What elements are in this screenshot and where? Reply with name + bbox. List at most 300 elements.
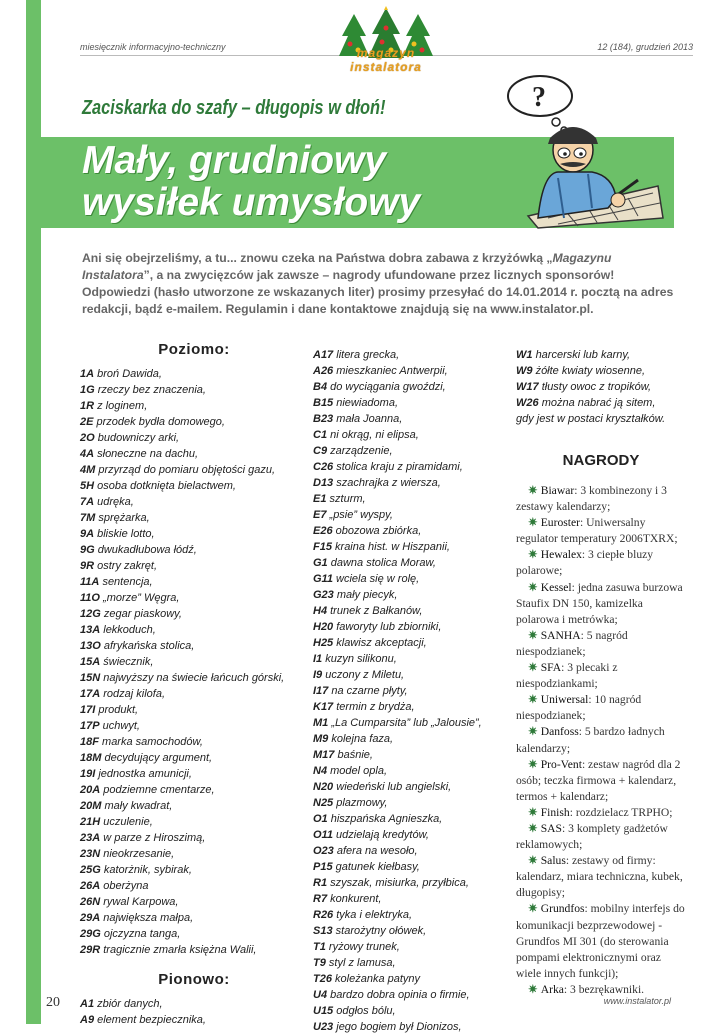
clue-text: świecznik, xyxy=(103,656,154,668)
clue-item xyxy=(313,683,508,699)
clue-code: G11 xyxy=(313,573,333,585)
prize-list xyxy=(516,483,686,998)
clue-item xyxy=(313,619,508,635)
clue-text: bardzo dobra opinia o firmie, xyxy=(330,989,470,1001)
footer-website-link[interactable]: www.instalator.pl xyxy=(603,996,671,1006)
clue-text: słoneczne na dachu, xyxy=(97,448,199,460)
clue-item xyxy=(313,459,508,475)
clue-code: I1 xyxy=(313,653,323,665)
clue-item xyxy=(516,379,686,395)
clue-item xyxy=(80,590,308,606)
clue-text: z loginem, xyxy=(97,400,148,412)
clue-item xyxy=(80,638,308,654)
clue-item xyxy=(80,542,308,558)
clue-item xyxy=(80,846,308,862)
clue-text: zegar piaskowy, xyxy=(103,608,182,620)
clue-item xyxy=(313,763,508,779)
clue-text: oberżyna xyxy=(103,880,149,892)
sponsor-name: Grundfos xyxy=(540,902,585,916)
prize-description: : 5 nagród niespodzianek; xyxy=(516,628,628,658)
clue-item xyxy=(80,526,308,542)
clue-text: udręka, xyxy=(97,496,134,508)
clue-item xyxy=(80,494,308,510)
clue-code: U15 xyxy=(313,1005,334,1017)
prize-description: : zestaw nagród dla 2 osób; teczka firmowa + kalendarz, termos + kalendarz; xyxy=(516,757,681,803)
prize-description: : zestawy od firmy: kalendarz, miara techniczna, kubek, długopisy; xyxy=(516,854,683,900)
star-bullet-icon: ✷ xyxy=(528,628,538,642)
clue-item xyxy=(313,1019,508,1035)
clue-item xyxy=(313,699,508,715)
clue-item xyxy=(313,587,508,603)
prize-description: : 3 kombinezony i 3 zestawy kalendarzy; xyxy=(516,484,667,514)
clue-item xyxy=(80,382,308,398)
clue-code: 15A xyxy=(80,656,101,668)
star-bullet-icon: ✷ xyxy=(528,725,538,739)
svg-text:?: ? xyxy=(532,82,546,113)
clue-code: O23 xyxy=(313,845,334,857)
clue-code: T26 xyxy=(313,973,332,985)
clue-text: kolejna faza, xyxy=(331,733,394,745)
clue-item xyxy=(313,507,508,523)
pionowo-clue-list-3 xyxy=(516,347,686,427)
clue-item xyxy=(80,510,308,526)
clue-code: U4 xyxy=(313,989,328,1001)
clue-item xyxy=(313,491,508,507)
prize-description: : mobilny interfejs do komunikacji bezprzewodowej - Grundfos MI 301 (do sterowania pompami elektronicznymi oraz wiele innych funkcji); xyxy=(516,902,685,980)
clue-text: do wyciągania gwoździ, xyxy=(330,381,446,393)
clue-item xyxy=(313,779,508,795)
clue-code: C26 xyxy=(313,461,334,473)
clue-item xyxy=(313,811,508,827)
clue-code: D13 xyxy=(313,477,334,489)
clue-text: osoba dotknięta bielactwem, xyxy=(97,480,236,492)
clue-text: lekkoduch, xyxy=(103,624,156,636)
clue-text: harcerski lub karny, xyxy=(535,349,631,361)
prize-item xyxy=(516,901,686,981)
clue-code: 29A xyxy=(80,912,101,924)
clue-text: starożytny ołówek, xyxy=(335,925,427,937)
clue-code: 21H xyxy=(80,816,101,828)
clue-code: B4 xyxy=(313,381,328,393)
clue-item xyxy=(313,891,508,907)
clue-code: E7 xyxy=(313,509,327,521)
sponsor-name: Pro-Vent xyxy=(540,757,582,771)
clue-item xyxy=(80,366,308,382)
clue-code: 11O xyxy=(80,592,100,604)
clue-text: trunek z Bałkanów, xyxy=(330,605,423,617)
clue-code: W1 xyxy=(516,349,533,361)
clue-item xyxy=(80,654,308,670)
prize-item xyxy=(516,757,686,805)
clue-code: R7 xyxy=(313,893,328,905)
prize-item xyxy=(516,805,686,821)
clue-text: afrykańska stolica, xyxy=(103,640,195,652)
sponsor-name: Biawar xyxy=(540,484,575,497)
clue-text: hiszpańska Agnieszka, xyxy=(330,813,443,825)
clue-item xyxy=(313,875,508,891)
clue-text: mały kwadrat, xyxy=(104,800,173,812)
clue-text: uczony z Miletu, xyxy=(325,669,405,681)
clue-text: niewiadoma, xyxy=(336,397,399,409)
clue-item xyxy=(313,523,508,539)
prize-description: : 10 nagród niespodzianek; xyxy=(516,693,642,723)
clue-item xyxy=(313,347,508,363)
clue-code: 12G xyxy=(80,608,101,620)
page-number: 20 xyxy=(46,995,60,1010)
clue-code: H20 xyxy=(313,621,334,633)
clue-text: mały piecyk, xyxy=(336,589,398,601)
clue-text: element bezpiecznika, xyxy=(97,1014,206,1026)
clue-item xyxy=(80,398,308,414)
clue-item xyxy=(80,942,308,958)
header-publication-type: miesięcznik informacyjno-techniczny xyxy=(80,42,226,52)
clue-text: ostry zakręt, xyxy=(97,560,158,572)
clue-text: konkurent, xyxy=(330,893,382,905)
clue-text: rodzaj kilofa, xyxy=(103,688,166,700)
star-bullet-icon: ✷ xyxy=(528,805,538,819)
clue-item xyxy=(313,827,508,843)
clue-text: rywal Karpowa, xyxy=(103,896,179,908)
clue-item xyxy=(313,603,508,619)
sponsor-name: Danfoss xyxy=(540,725,579,739)
prize-description: : Uniwersalny regulator temperatury 2006TXRX; xyxy=(516,516,678,546)
clue-code: A9 xyxy=(80,1014,95,1026)
clue-code: 19I xyxy=(80,768,96,780)
clue-text: najwyższy na świecie łańcuch górski, xyxy=(103,672,285,684)
clue-item xyxy=(313,651,508,667)
clue-code: 2O xyxy=(80,432,95,444)
clue-item xyxy=(313,427,508,443)
clue-text: obozowa zbiórka, xyxy=(335,525,422,537)
prize-description: : jedna zasuwa burzowa Staufix DN 150, kamizelka polarowa i metrówka; xyxy=(516,580,683,626)
clue-code: 9A xyxy=(80,528,95,540)
clue-item xyxy=(313,907,508,923)
pionowo-clue-list-2 xyxy=(313,347,508,1035)
clue-item xyxy=(80,750,308,766)
clue-item xyxy=(80,430,308,446)
clue-item xyxy=(313,475,508,491)
clue-text: kraina hist. w Hiszpanii, xyxy=(335,541,450,553)
clue-text: gatunek kiełbasy, xyxy=(335,861,420,873)
star-bullet-icon: ✷ xyxy=(528,580,538,594)
prize-item xyxy=(516,724,686,756)
prize-item xyxy=(516,580,686,628)
clue-text: szachrajka z wiersza, xyxy=(336,477,441,489)
clue-item xyxy=(313,555,508,571)
clue-code: 26N xyxy=(80,896,101,908)
clue-item xyxy=(80,798,308,814)
clue-code: F15 xyxy=(313,541,332,553)
clue-code: H25 xyxy=(313,637,334,649)
clue-code: S13 xyxy=(313,925,333,937)
clue-text: uchwyt, xyxy=(102,720,140,732)
clue-code: 11A xyxy=(80,576,100,588)
intro-part-2: ”, a na zwycięzców jak zawsze – nagrody ufundowane przez licznych sponsorów! Odpowiedzi (hasło utworzone ze wskazanych liter) prosimy przesyłać do 14.01.2014 r. pocztą na adres redakcji, bądź e-mailem. Regulamin i dane kontaktowe znajdują się na www.instalator.pl. xyxy=(82,268,674,316)
clue-code: A1 xyxy=(80,998,95,1010)
clue-item xyxy=(313,955,508,971)
clue-code: N25 xyxy=(313,797,334,809)
clue-text: koleżanka patyny xyxy=(335,973,421,985)
clue-item xyxy=(80,670,308,686)
sponsor-name: Kessel xyxy=(540,580,572,594)
intro-part-1: Ani się obejrzeliśmy, a tu... znowu czeka na Państwa dobra zabawa z krzyżówką „ xyxy=(82,251,553,265)
clue-item xyxy=(313,795,508,811)
clue-text: udzielają kredytów, xyxy=(336,829,429,841)
star-bullet-icon: ✷ xyxy=(528,516,538,530)
clue-text: szturm, xyxy=(329,493,366,505)
star-bullet-icon: ✷ xyxy=(528,757,538,771)
clue-text: żółte kwiaty wiosenne, xyxy=(535,365,646,377)
clue-code: 1A xyxy=(80,368,95,380)
poziomo-heading: Poziomo: xyxy=(158,341,230,358)
clue-text: klawisz akceptacji, xyxy=(336,637,427,649)
clue-text: stolica kraju z piramidami, xyxy=(336,461,463,473)
clue-text: przyrząd do pomiaru objętości gazu, xyxy=(98,464,276,476)
prize-description: : 3 bezrękawniki. xyxy=(563,982,645,996)
clue-code: W17 xyxy=(516,381,539,393)
clue-text: jednostka amunicji, xyxy=(98,768,192,780)
clue-text: wiedeński lub angielski, xyxy=(336,781,452,793)
clue-code: A17 xyxy=(313,349,334,361)
prize-description: : 3 komplety gadżetów reklamowych; xyxy=(516,821,668,852)
clue-text: nieokrzesanie, xyxy=(103,848,175,860)
clue-item xyxy=(313,363,508,379)
sponsor-name: SFA xyxy=(540,661,562,675)
clue-text: marka samochodów, xyxy=(102,736,203,748)
clue-text: litera grecka, xyxy=(336,349,400,361)
clue-code: 15N xyxy=(80,672,101,684)
prize-item xyxy=(516,547,686,579)
clue-text: rzeczy bez znaczenia, xyxy=(97,384,206,396)
clue-item xyxy=(80,1012,308,1028)
clue-text: szyszak, misiurka, przyłbica, xyxy=(330,877,469,889)
clue-text: decydujący argument, xyxy=(104,752,213,764)
clue-item xyxy=(313,411,508,427)
clue-text: dwukadłubowa łódź, xyxy=(97,544,197,556)
clue-code: 4A xyxy=(80,448,95,460)
intro-paragraph xyxy=(82,250,676,318)
clue-text: tłusty owoc z tropików, xyxy=(541,381,652,393)
clue-code: 20M xyxy=(80,800,102,812)
sponsor-name: Uniwersal xyxy=(540,693,589,707)
left-green-bar xyxy=(26,0,41,1024)
clue-item xyxy=(313,843,508,859)
clue-code: M17 xyxy=(313,749,335,761)
clue-text: odgłos bólu, xyxy=(336,1005,396,1017)
clue-text: można nabrać ją sitem, xyxy=(541,397,656,409)
clue-text: produkt, xyxy=(98,704,139,716)
clue-code: T9 xyxy=(313,957,326,969)
prizes-heading: NAGRODY xyxy=(562,452,640,469)
clue-text: katorżnik, sybirak, xyxy=(103,864,192,876)
clue-text: uczulenie, xyxy=(103,816,153,828)
clue-text: kuzyn silikonu, xyxy=(325,653,397,665)
clue-item xyxy=(80,606,308,622)
clue-item xyxy=(313,395,508,411)
clue-code: H4 xyxy=(313,605,328,617)
clue-text: gdy jest w postaci kryształków. xyxy=(516,413,666,425)
clue-code: K17 xyxy=(313,701,334,713)
clue-code: 17P xyxy=(80,720,100,732)
star-bullet-icon: ✷ xyxy=(528,982,538,996)
prize-description: : 3 ciepłe bluzy polarowe; xyxy=(516,548,654,578)
clue-item xyxy=(80,766,308,782)
clue-item xyxy=(313,715,508,731)
clue-text: broń Dawida, xyxy=(97,368,162,380)
clue-code: 5H xyxy=(80,480,95,492)
star-bullet-icon: ✷ xyxy=(528,661,538,675)
clues-column-1 xyxy=(80,340,308,1028)
clue-code: P15 xyxy=(313,861,333,873)
clue-code: N4 xyxy=(313,765,328,777)
clue-item xyxy=(80,910,308,926)
clue-code: G1 xyxy=(313,557,328,569)
poziomo-clue-list xyxy=(80,366,308,958)
clue-code: O1 xyxy=(313,813,328,825)
clue-code: 17I xyxy=(80,704,96,716)
clue-item xyxy=(313,571,508,587)
crossword-solver-cartoon-icon xyxy=(488,68,668,228)
clue-code: 26A xyxy=(80,880,101,892)
clue-item xyxy=(313,667,508,683)
header-issue-date: 12 (184), grudzień 2013 xyxy=(597,42,693,52)
prize-item xyxy=(516,821,686,853)
clue-item xyxy=(80,462,308,478)
prize-item xyxy=(516,515,686,547)
star-bullet-icon: ✷ xyxy=(528,484,538,497)
clue-code: 13O xyxy=(80,640,101,652)
title-line-2: wysiłek umysłowy xyxy=(82,181,421,224)
clue-code: M1 xyxy=(313,717,329,729)
clue-text: ryżowy trunek, xyxy=(328,941,400,953)
clue-text: sentencja, xyxy=(102,576,153,588)
clue-item xyxy=(516,347,686,363)
star-bullet-icon: ✷ xyxy=(528,693,538,707)
clue-item xyxy=(80,414,308,430)
clue-item xyxy=(80,686,308,702)
clue-code: G23 xyxy=(313,589,334,601)
clue-text: styl z lamusa, xyxy=(328,957,396,969)
clue-item xyxy=(313,923,508,939)
clue-code: B15 xyxy=(313,397,334,409)
clue-code: U23 xyxy=(313,1021,334,1033)
clue-code: 4M xyxy=(80,464,96,476)
clue-code: I17 xyxy=(313,685,329,697)
clue-item xyxy=(80,446,308,462)
star-bullet-icon: ✷ xyxy=(528,548,538,562)
clue-code: C1 xyxy=(313,429,328,441)
clue-item xyxy=(313,859,508,875)
clue-code: 1R xyxy=(80,400,95,412)
clue-code: O11 xyxy=(313,829,333,841)
clue-code: 7M xyxy=(80,512,96,524)
clue-code: 18F xyxy=(80,736,99,748)
clue-code: 20A xyxy=(80,784,101,796)
clue-text: plazmowy, xyxy=(336,797,388,809)
clue-code: E1 xyxy=(313,493,327,505)
clue-code: C9 xyxy=(313,445,328,457)
clue-text: zarządzenie, xyxy=(330,445,393,457)
clue-item xyxy=(313,731,508,747)
clue-item xyxy=(80,878,308,894)
sponsor-name: Hewalex xyxy=(540,548,582,562)
clue-text: podziemne cmentarze, xyxy=(103,784,215,796)
clue-item xyxy=(80,894,308,910)
star-bullet-icon: ✷ xyxy=(528,854,538,868)
clue-item xyxy=(80,574,308,590)
clue-code: 7A xyxy=(80,496,95,508)
clue-code: 23N xyxy=(80,848,101,860)
clue-text: ni okrąg, ni elipsa, xyxy=(330,429,419,441)
clue-item xyxy=(80,478,308,494)
title-line-1: Mały, grudniowy xyxy=(82,139,387,182)
prize-item xyxy=(516,483,686,515)
clue-text: w parze z Hiroszimą, xyxy=(103,832,206,844)
clue-item xyxy=(80,926,308,942)
clue-item xyxy=(313,971,508,987)
clue-item xyxy=(313,987,508,1003)
clue-code: E26 xyxy=(313,525,333,537)
magazine-logo xyxy=(336,6,436,76)
prize-description: : rozdzielacz TRPHO; xyxy=(569,805,673,819)
clue-text: afera na wesoło, xyxy=(336,845,418,857)
clue-item xyxy=(313,443,508,459)
clue-code: T1 xyxy=(313,941,326,953)
clue-item xyxy=(516,363,686,379)
clue-text: tragicznie zmarła księżna Walii, xyxy=(103,944,257,956)
clue-text: „psie” wyspy, xyxy=(329,509,393,521)
clues-column-2 xyxy=(313,347,508,1035)
clue-code: N20 xyxy=(313,781,334,793)
clue-text: „morze” Węgra, xyxy=(103,592,180,604)
clue-text: tyka i elektryka, xyxy=(336,909,413,921)
clue-code: M9 xyxy=(313,733,329,745)
clue-item xyxy=(313,379,508,395)
clue-text: przodek bydła domowego, xyxy=(96,416,225,428)
clue-item xyxy=(516,395,686,411)
clue-code: W9 xyxy=(516,365,533,377)
clue-item xyxy=(80,622,308,638)
clue-text: jego bogiem był Dionizos, xyxy=(336,1021,462,1033)
star-bullet-icon: ✷ xyxy=(528,902,538,916)
clue-item xyxy=(80,996,308,1012)
clue-code: 2E xyxy=(80,416,94,428)
clue-item xyxy=(80,782,308,798)
clue-text: model opla, xyxy=(330,765,387,777)
clue-code: A26 xyxy=(313,365,334,377)
clue-code: 29G xyxy=(80,928,101,940)
clue-code: 1G xyxy=(80,384,95,396)
prize-description: : 5 bardzo ładnych kalendarzy; xyxy=(516,725,665,755)
clue-code: R1 xyxy=(313,877,328,889)
article-subtitle: Zaciskarka do szafy – długopis w dłoń! xyxy=(82,97,386,119)
article-title xyxy=(82,140,420,224)
prize-item xyxy=(516,660,686,692)
clue-text: dawna stolica Moraw, xyxy=(330,557,436,569)
clue-code: B23 xyxy=(313,413,334,425)
clue-code: 9R xyxy=(80,560,95,572)
prize-item xyxy=(516,628,686,660)
clue-text: faworyty lub zbiorniki, xyxy=(336,621,442,633)
clue-text: mała Joanna, xyxy=(336,413,403,425)
clue-item xyxy=(313,635,508,651)
clue-code: 13A xyxy=(80,624,101,636)
clue-item xyxy=(80,718,308,734)
intro-magazine-name: Magazynu Instalatora xyxy=(82,251,612,282)
clue-item xyxy=(313,939,508,955)
sponsor-name: Finish xyxy=(540,805,570,819)
clue-text: sprężarka, xyxy=(98,512,150,524)
